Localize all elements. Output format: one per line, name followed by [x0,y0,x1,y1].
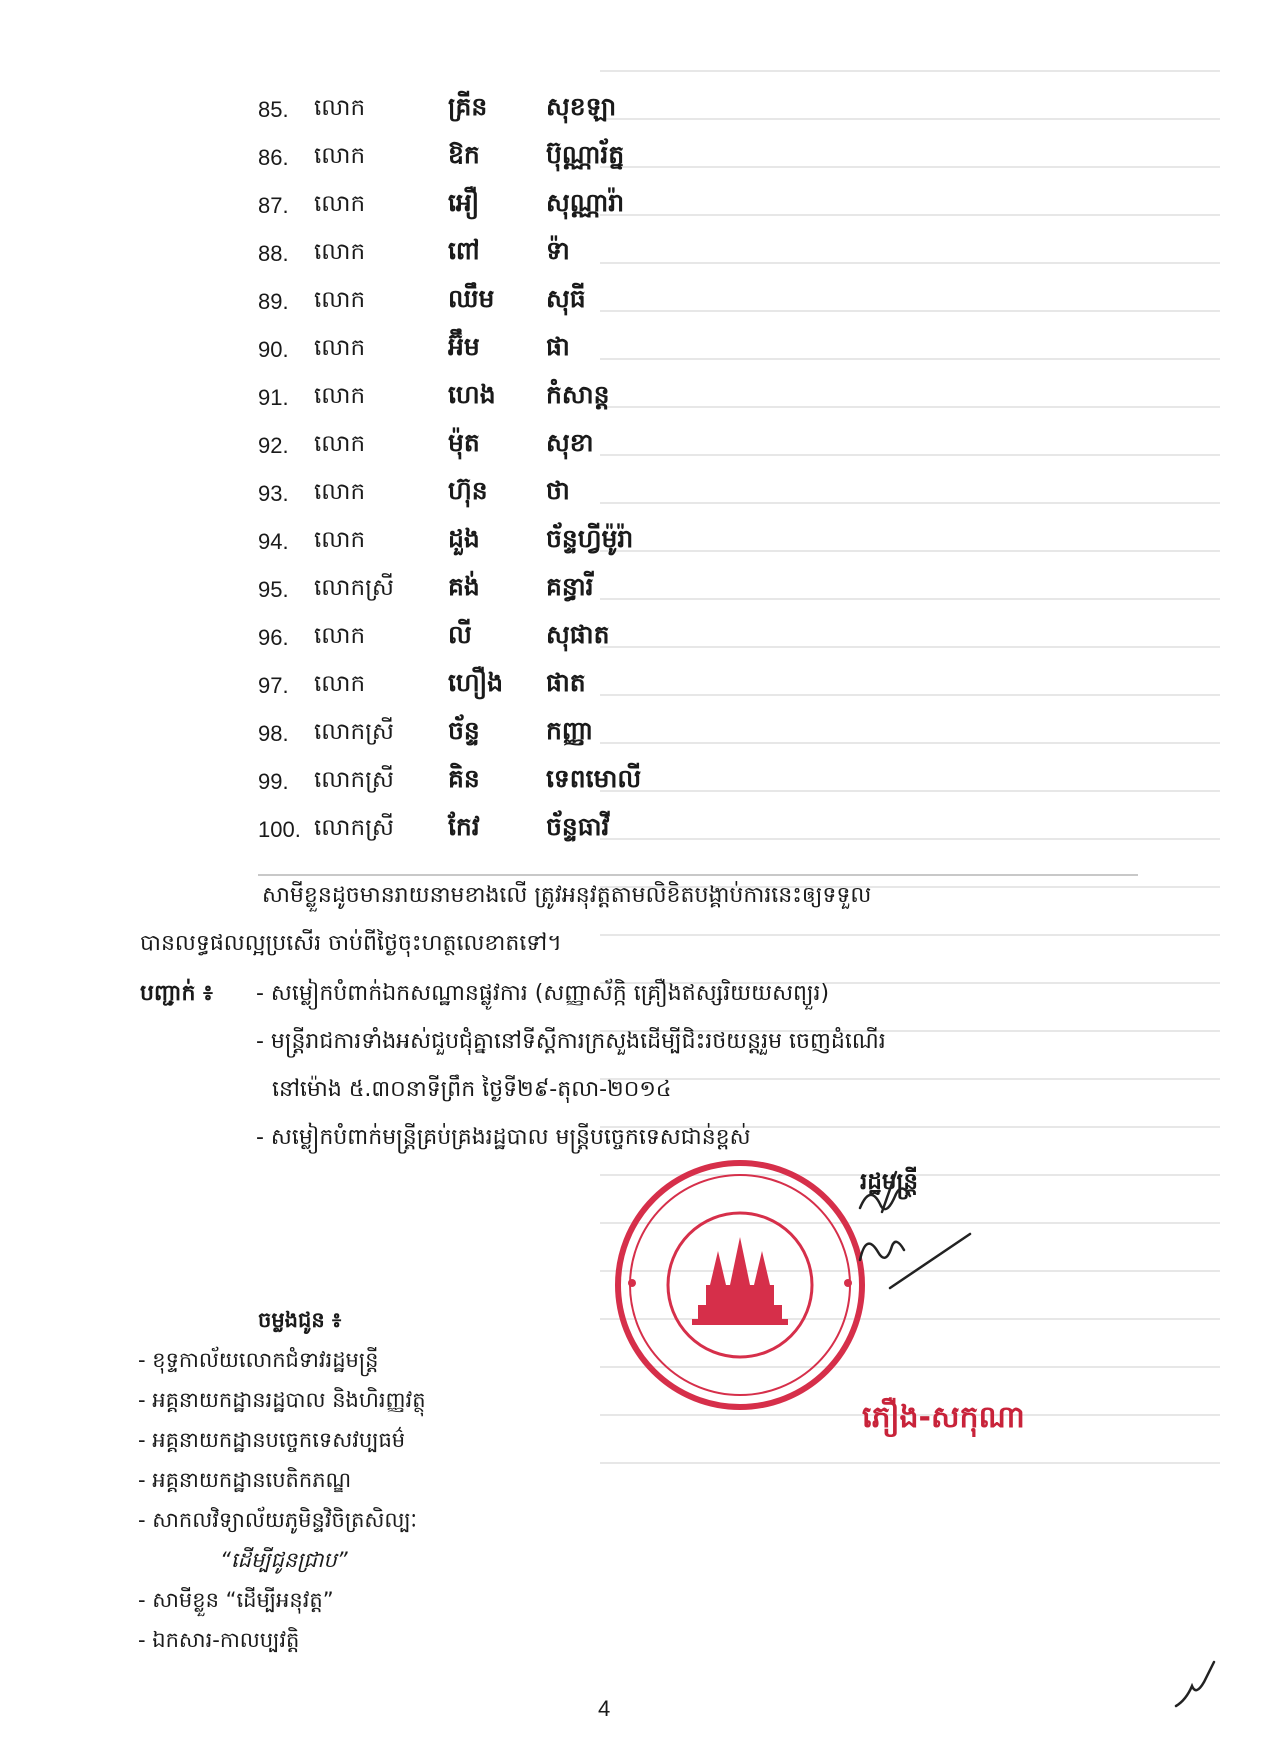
family-name: ហេង [448,380,496,409]
list-item [258,710,818,758]
given-name: ទេពមោលី [546,764,642,793]
family-name: គង់ [448,572,480,601]
list-item [258,374,818,422]
item-number: 88. [258,241,289,266]
honorific: លោកស្រី [314,718,394,745]
list-item [258,614,818,662]
copy-to-item: - អគ្គនាយកដ្ឋានបច្ចេកទេសវប្បធម៌ [138,1428,406,1452]
list-item [258,470,818,518]
honorific: លោក [314,478,366,505]
item-number: 93. [258,481,289,506]
family-name: គ្រីន [448,92,488,121]
note-item-continued: នៅម៉ោង ៥.៣០នាទីព្រឹក ថ្ងៃទី២៩-តុលា-២០១៤ [272,1077,672,1102]
given-name: សុខឡា [546,92,617,121]
honorific: លោកស្រី [314,766,394,793]
honorific: លោក [314,142,366,169]
note-label: បញ្ជាក់ ៖ [140,981,213,1006]
honorific: លោក [314,670,366,697]
given-name: សុខា [546,428,594,457]
item-number: 89. [258,289,289,314]
list-item [258,662,818,710]
honorific: លោកស្រី [314,574,394,601]
family-name: អ៊ឹម [448,332,480,361]
signatory-title: រដ្ឋមន្ត្រី [860,1169,918,1195]
given-name: កំសាន្ត [546,380,610,409]
copy-to-item: - ឯកសារ-កាលប្បវត្តិ [138,1628,300,1652]
honorific: លោក [314,382,366,409]
item-number: 92. [258,433,289,458]
list-item [258,86,818,134]
item-number: 96. [258,625,289,650]
given-name: សុផាត [546,620,610,649]
given-name: ប៊ុណ្ណារ័ត្ន [546,140,625,169]
item-number: 99. [258,769,289,794]
copy-to-item: - អគ្គនាយកដ្ឋានរដ្ឋបាល និងហិរញ្ញវត្ថុ [138,1388,426,1412]
family-name: ម៉ុត [448,428,480,457]
note-item: - សម្លៀកបំពាក់មន្ត្រីគ្រប់គ្រងរដ្ឋបាល មន្ត្រីបច្ចេកទេសជាន់ខ្ពស់ [256,1125,751,1150]
given-name: ច័ន្ទធាវី [546,812,610,841]
family-name: ឈឹម [448,284,495,313]
copy-to-section [138,1300,598,1660]
honorific: លោក [314,334,366,361]
note-item: - សម្លៀកបំពាក់ឯកសណ្ឋានផ្លូវការ (សញ្ញាស័ក្កិ គ្រឿងឥស្សរិយយសព្យួរ) [256,981,830,1006]
list-item [258,422,818,470]
family-name: ឱក [448,140,480,169]
family-name: ហ៊ុន [448,476,488,505]
given-name: ទ៉ា [546,236,570,265]
list-item [258,518,818,566]
item-number: 100. [258,817,301,842]
list-item [258,326,818,374]
item-number: 94. [258,529,289,554]
list-item [258,134,818,182]
list-item [258,758,818,806]
given-name: គន្ធារី [546,572,594,601]
item-number: 95. [258,577,289,602]
handwritten-signature [820,1160,980,1300]
given-name: ផា [546,332,570,361]
honorific: លោក [314,430,366,457]
item-number: 90. [258,337,289,362]
list-item [258,182,818,230]
copy-to-item: - ខុទ្ទកាល័យលោកជំទាវរដ្ឋមន្ត្រី [138,1348,379,1372]
initial-mark [1168,1654,1228,1714]
honorific: លោក [314,94,366,121]
paragraph-line: បានលទ្ធផលល្អប្រសើរ ចាប់ពីថ្ងៃចុះហត្ថលេខាតទៅ។ [140,931,562,956]
name-list [258,86,818,854]
paragraph-line: សាមីខ្លួនដូចមានរាយនាមខាងលើ ត្រូវអនុវត្តតាមលិខិតបង្គាប់ការនេះឲ្យទទួល [262,883,872,908]
given-name: ផាត [546,668,586,697]
item-number: 87. [258,193,289,218]
list-item [258,566,818,614]
given-name: សុណ្ណារ៉ា [546,188,625,217]
copy-to-item: - អគ្គនាយកដ្ឋានបេតិកភណ្ឌ [138,1468,352,1492]
honorific: លោក [314,286,366,313]
honorific: លោក [314,526,366,553]
list-item [258,278,818,326]
copy-to-item: - សាមីខ្លួន “ដើម្បីអនុវត្ត” [138,1588,334,1612]
signatory-name: ភឿង-សកុណា [862,1400,1025,1435]
family-name: អឿ [448,188,480,217]
item-number: 97. [258,673,289,698]
list-item [258,806,818,854]
family-name: ហឿង [448,668,504,697]
item-number: 98. [258,721,289,746]
item-number: 85. [258,97,289,122]
family-name: ច័ន្ទ [448,716,480,745]
copy-to-item: - សាកលវិទ្យាល័យភូមិន្ទវិចិត្រសិល្បៈ [138,1508,418,1532]
family-name: លី [448,620,472,649]
honorific: លោក [314,190,366,217]
family-name: ដួង [448,524,480,553]
copy-to-purpose: “ដើម្បីជូនជ្រាប” [220,1548,348,1572]
instruction-paragraph [140,872,1140,968]
family-name: គិន [448,764,480,793]
page-number: 4 [598,1696,611,1721]
given-name: សុធី [546,284,586,313]
given-name: ច័ន្ទហ្វីម៉ូរ៉ា [546,524,634,553]
note-section [140,970,1140,1162]
item-number: 91. [258,385,289,410]
honorific: លោកស្រី [314,814,394,841]
family-name: ពៅ [448,236,480,265]
honorific: លោក [314,622,366,649]
list-item [258,230,818,278]
honorific: លោក [314,238,366,265]
given-name: កញ្ញា [546,716,594,745]
given-name: ថា [546,476,570,505]
item-number: 86. [258,145,289,170]
family-name: កែវ [448,812,480,841]
note-item: - មន្ត្រីរាជការទាំងអស់ជួបជុំគ្នានៅទីស្តីការក្រសួងដើម្បីជិះរថយន្តរួម ចេញដំណើរ [256,1029,886,1054]
copy-to-title: ចម្លងជូន ៖ [258,1308,342,1332]
